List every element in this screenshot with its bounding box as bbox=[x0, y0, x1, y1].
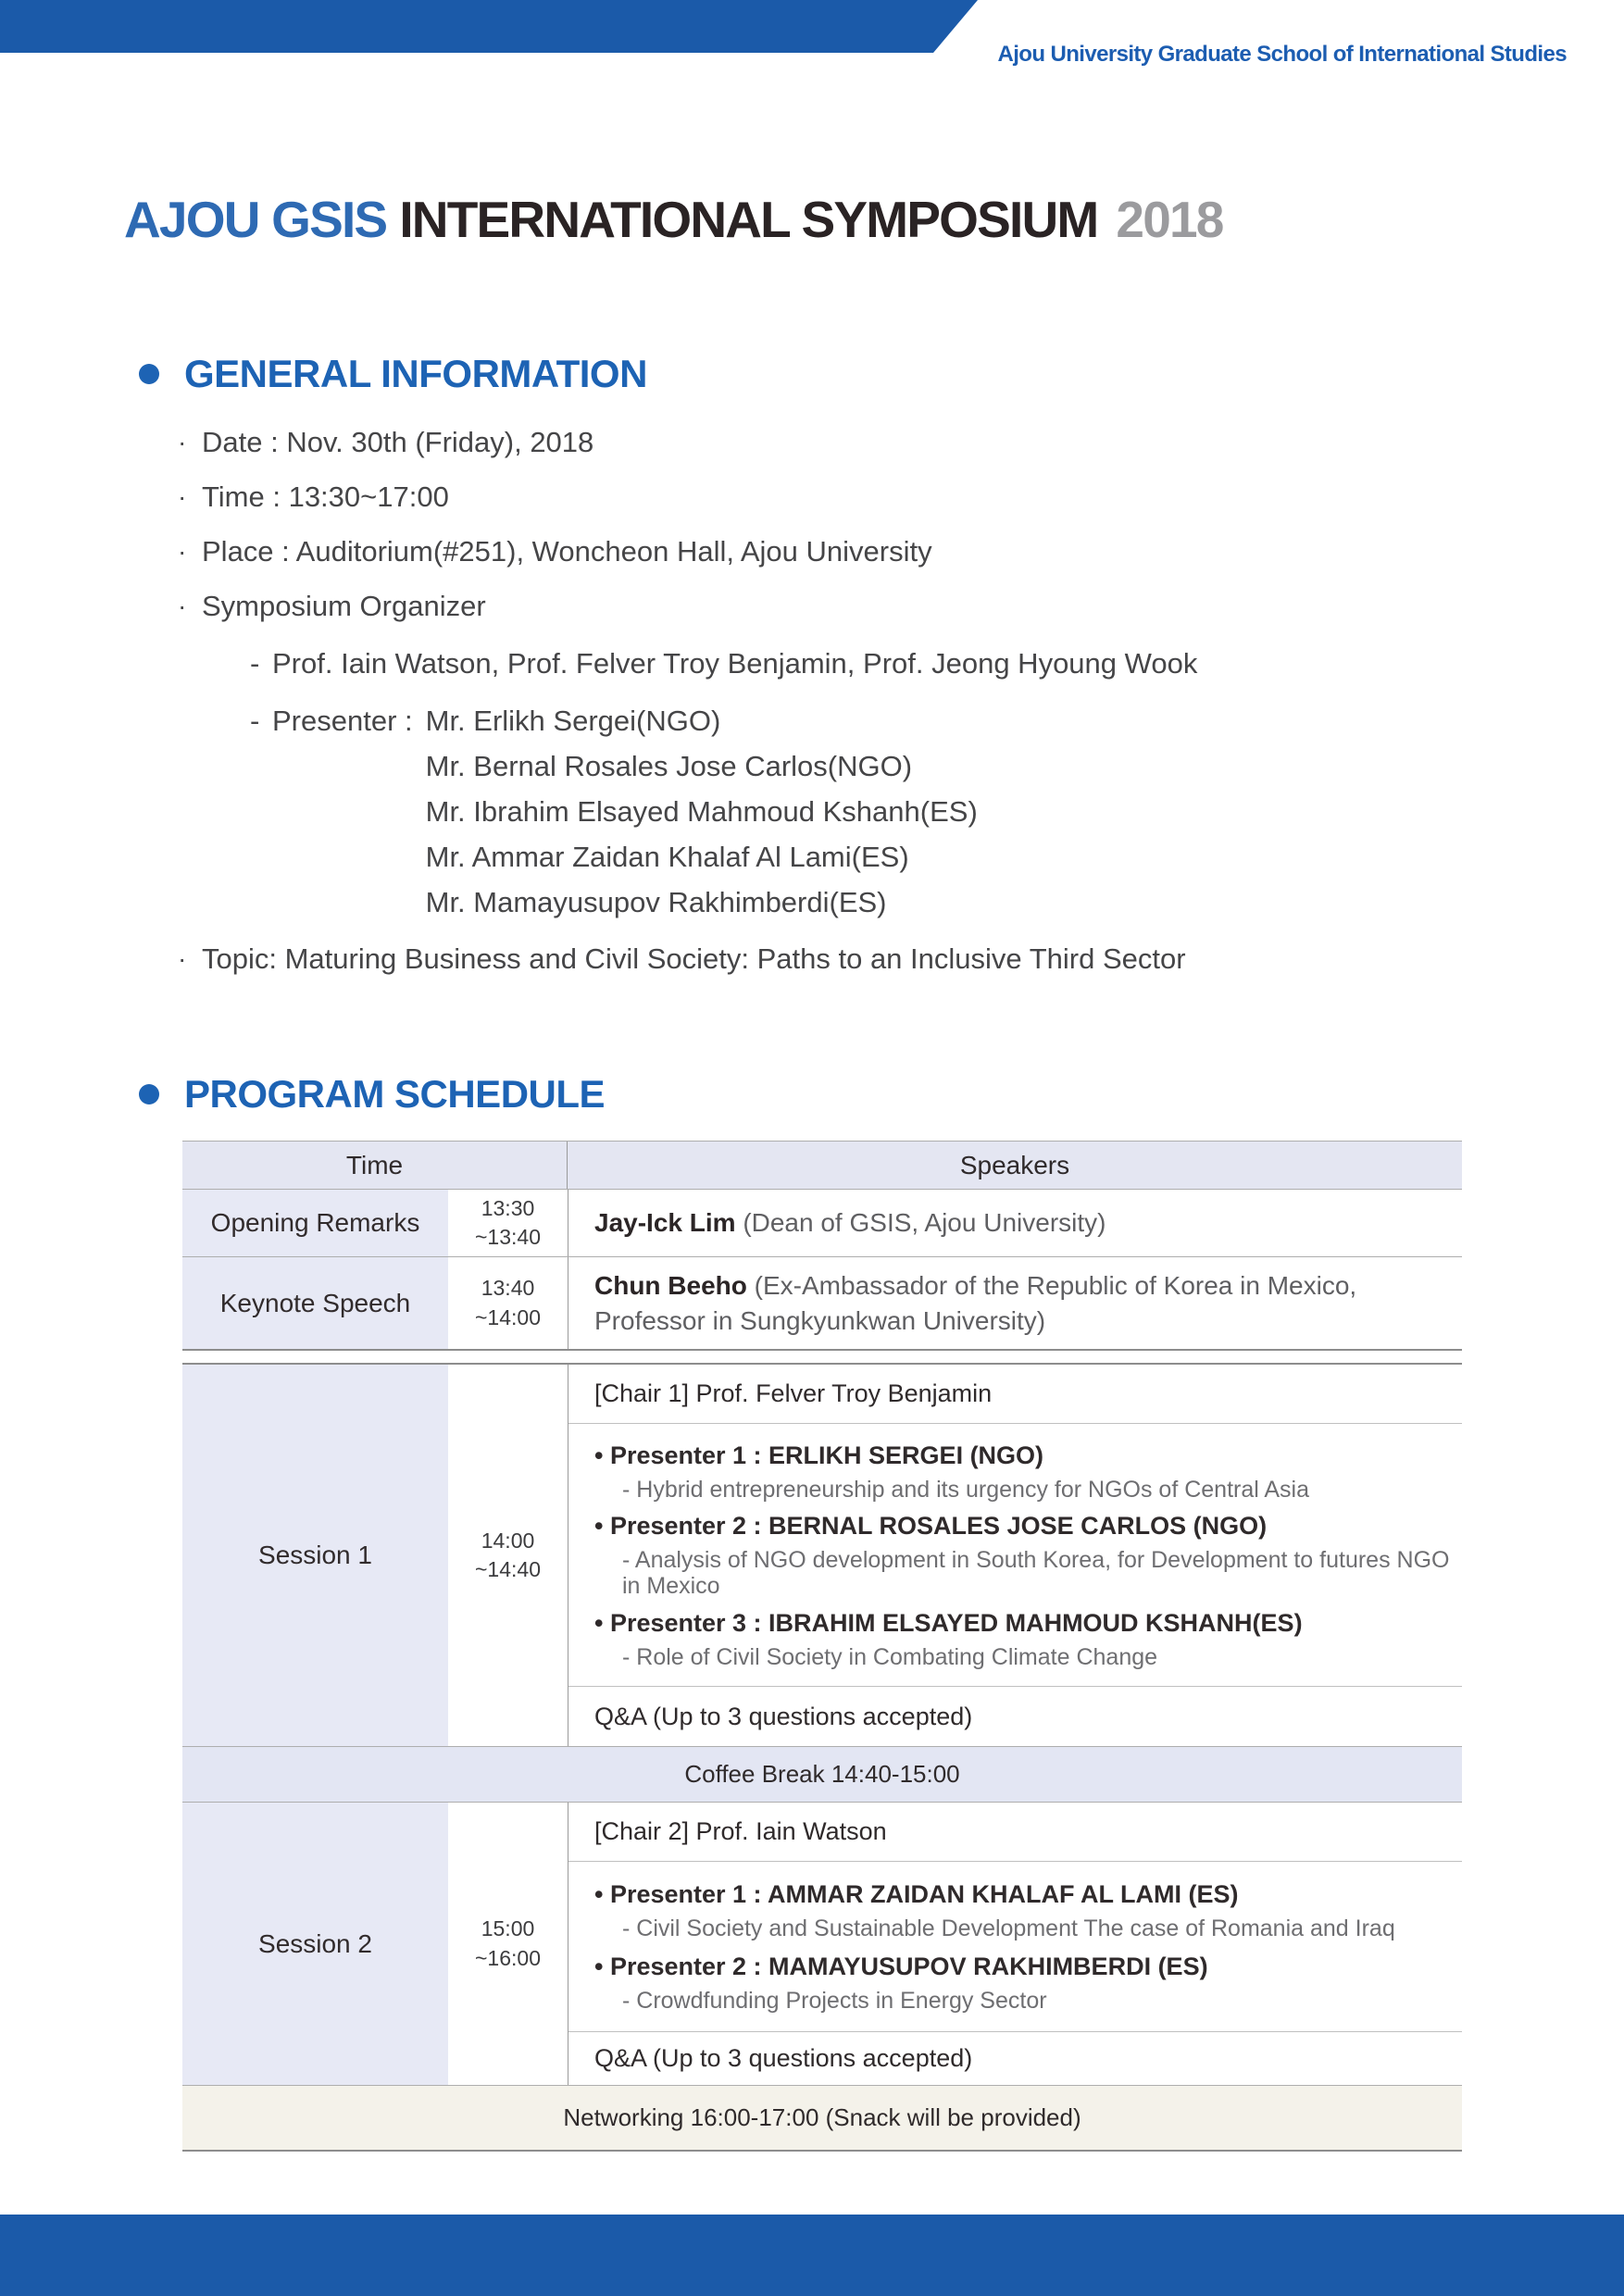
qa-row: Q&A (Up to 3 questions accepted) bbox=[594, 2044, 973, 2072]
presenter-topic: - Civil Society and Sustainable Development The case of Romania and Iraq bbox=[622, 1915, 1395, 1941]
place-line bbox=[178, 537, 1491, 567]
topic-line bbox=[178, 944, 1491, 974]
organizer-names: Prof. Iain Watson, Prof. Felver Troy Benjamin, Prof. Jeong Hyoung Wook bbox=[272, 647, 1198, 680]
table-row-keynote-speech bbox=[182, 1257, 1462, 1351]
presenters-area bbox=[568, 1862, 1462, 2032]
presenters-area bbox=[568, 1424, 1462, 1687]
qa-row: Q&A (Up to 3 questions accepted) bbox=[594, 1702, 973, 1730]
speaker-desc: (Dean of GSIS, Ajou University) bbox=[743, 1208, 1106, 1238]
presenter-entry bbox=[568, 1879, 1462, 1941]
presenter-label: Presenter : bbox=[272, 705, 413, 737]
speaker-line bbox=[594, 1268, 1462, 1304]
date-line bbox=[178, 428, 1491, 457]
session-label: Session 2 bbox=[182, 1803, 448, 2085]
session-2-block bbox=[182, 1803, 1462, 2086]
banner-blue-bar bbox=[0, 0, 978, 53]
title-brand: AJOU GSIS bbox=[124, 191, 387, 248]
presenter-name: Mr. Ammar Zaidan Khalaf Al Lami(ES) bbox=[425, 841, 909, 873]
topic-text: Topic: Maturing Business and Civil Society: Paths to an Inclusive Third Sector bbox=[202, 942, 1186, 975]
row-label: Opening Remarks bbox=[182, 1190, 448, 1256]
row-speaker bbox=[568, 1190, 1462, 1256]
date-text: Date : Nov. 30th (Friday), 2018 bbox=[202, 426, 594, 458]
session-time bbox=[448, 1803, 568, 2085]
time-end: ~16:00 bbox=[475, 1945, 541, 1970]
dash-icon: - bbox=[250, 705, 260, 737]
bullet-icon bbox=[139, 364, 159, 384]
time-start: 13:40 bbox=[481, 1276, 535, 1301]
time-start: 15:00 bbox=[481, 1916, 535, 1941]
session-1-block bbox=[182, 1363, 1462, 1747]
time-line bbox=[178, 482, 1491, 512]
speaker-desc-line2: Professor in Sungkyunkwan University) bbox=[594, 1305, 1046, 1335]
presenter-name: • Presenter 2 : BERNAL ROSALES JOSE CARLOS (NGO) bbox=[594, 1512, 1268, 1540]
general-information-section bbox=[139, 352, 1491, 999]
networking-row: Networking 16:00-17:00 (Snack will be provided) bbox=[182, 2086, 1462, 2152]
table-header-row bbox=[182, 1141, 1462, 1190]
footer-bar bbox=[0, 2215, 1624, 2296]
general-information-heading bbox=[139, 352, 1491, 396]
title-main: INTERNATIONAL SYMPOSIUM bbox=[399, 191, 1098, 248]
dash-icon: - bbox=[250, 647, 260, 680]
presenter-name: Mr. Ibrahim Elsayed Mahmoud Kshanh(ES) bbox=[425, 795, 978, 828]
session-speakers bbox=[568, 1365, 1462, 1746]
time-text: Time : 13:30~17:00 bbox=[202, 480, 449, 513]
speaker-name: Chun Beeho bbox=[594, 1270, 747, 1300]
presenter-name: Mr. Bernal Rosales Jose Carlos(NGO) bbox=[425, 750, 913, 782]
dot-icon: · bbox=[178, 428, 187, 456]
time-end: ~14:40 bbox=[475, 1557, 541, 1581]
speaker-name: Jay-Ick Lim bbox=[594, 1208, 736, 1238]
presenter-name: Mr. Erlikh Sergei(NGO) bbox=[425, 705, 721, 737]
presenter-topic: - Crowdfunding Projects in Energy Sector bbox=[622, 1988, 1047, 2014]
presenter-names bbox=[426, 706, 978, 917]
presenter-entry bbox=[568, 1511, 1462, 1599]
dot-icon: · bbox=[178, 482, 187, 511]
bullet-icon bbox=[139, 1084, 159, 1104]
presenter-name: • Presenter 2 : MAMAYUSUPOV RAKHIMBERDI (ES) bbox=[594, 1953, 1208, 1980]
session-speakers bbox=[568, 1803, 1462, 2085]
row-time bbox=[448, 1257, 568, 1349]
presenter-entry bbox=[568, 1441, 1462, 1503]
presenter-name: • Presenter 1 : AMMAR ZAIDAN KHALAF AL LAMI (ES) bbox=[594, 1880, 1239, 1908]
row-label: Keynote Speech bbox=[182, 1257, 448, 1349]
presenter-topic: - Hybrid entrepreneurship and its urgency for NGOs of Central Asia bbox=[622, 1476, 1310, 1503]
organizer-names-line bbox=[250, 649, 1491, 679]
time-start: 13:30 bbox=[481, 1195, 535, 1220]
schedule-table bbox=[182, 1141, 1462, 2152]
chair-row: [Chair 2] Prof. Iain Watson bbox=[568, 1803, 1462, 1862]
presenter-topic: - Analysis of NGO development in South Korea, for Development to futures NGO in Mexico bbox=[622, 1547, 1450, 1599]
session-label: Session 1 bbox=[182, 1365, 448, 1746]
organizer-line bbox=[178, 592, 1491, 621]
section-title: PROGRAM SCHEDULE bbox=[184, 1072, 606, 1116]
title-year: 2018 bbox=[1116, 191, 1223, 248]
chair-row: [Chair 1] Prof. Felver Troy Benjamin bbox=[568, 1365, 1462, 1424]
presenter-name: • Presenter 3 : IBRAHIM ELSAYED MAHMOUD KSHANH(ES) bbox=[594, 1608, 1303, 1637]
presenter-name: • Presenter 1 : ERLIKH SERGEI (NGO) bbox=[594, 1441, 1044, 1469]
program-schedule-heading bbox=[139, 1072, 605, 1117]
session-time bbox=[448, 1365, 568, 1746]
dot-icon: · bbox=[178, 944, 187, 973]
presenter-name: Mr. Mamayusupov Rakhimberdi(ES) bbox=[425, 886, 887, 918]
presenter-entry bbox=[568, 1608, 1462, 1670]
table-row-opening-remarks bbox=[182, 1190, 1462, 1257]
row-speaker bbox=[568, 1257, 1462, 1349]
time-start: 14:00 bbox=[481, 1528, 535, 1553]
page-title bbox=[124, 190, 1223, 249]
section-title: GENERAL INFORMATION bbox=[184, 352, 647, 395]
presenter-entry bbox=[568, 1952, 1462, 2014]
school-name: Ajou University Graduate School of International Studies bbox=[997, 42, 1567, 67]
time-end: ~14:00 bbox=[475, 1304, 541, 1329]
place-text: Place : Auditorium(#251), Woncheon Hall, Ajou University bbox=[202, 535, 932, 568]
general-info-list bbox=[178, 428, 1491, 974]
presenter-topic: - Role of Civil Society in Combating Climate Change bbox=[622, 1643, 1158, 1670]
dot-icon: · bbox=[178, 592, 187, 620]
speaker-desc: (Ex-Ambassador of the Republic of Korea in Mexico, bbox=[754, 1270, 1357, 1300]
row-time bbox=[448, 1190, 568, 1256]
time-end: ~13:40 bbox=[475, 1225, 541, 1249]
speaker-line bbox=[594, 1205, 1462, 1241]
presenters-line bbox=[250, 706, 1491, 917]
column-header-speakers: Speakers bbox=[959, 1150, 1070, 1179]
coffee-break-row: Coffee Break 14:40-15:00 bbox=[182, 1747, 1462, 1803]
organizer-label: Symposium Organizer bbox=[202, 590, 486, 622]
column-header-time: Time bbox=[182, 1142, 568, 1189]
dot-icon: · bbox=[178, 537, 187, 566]
